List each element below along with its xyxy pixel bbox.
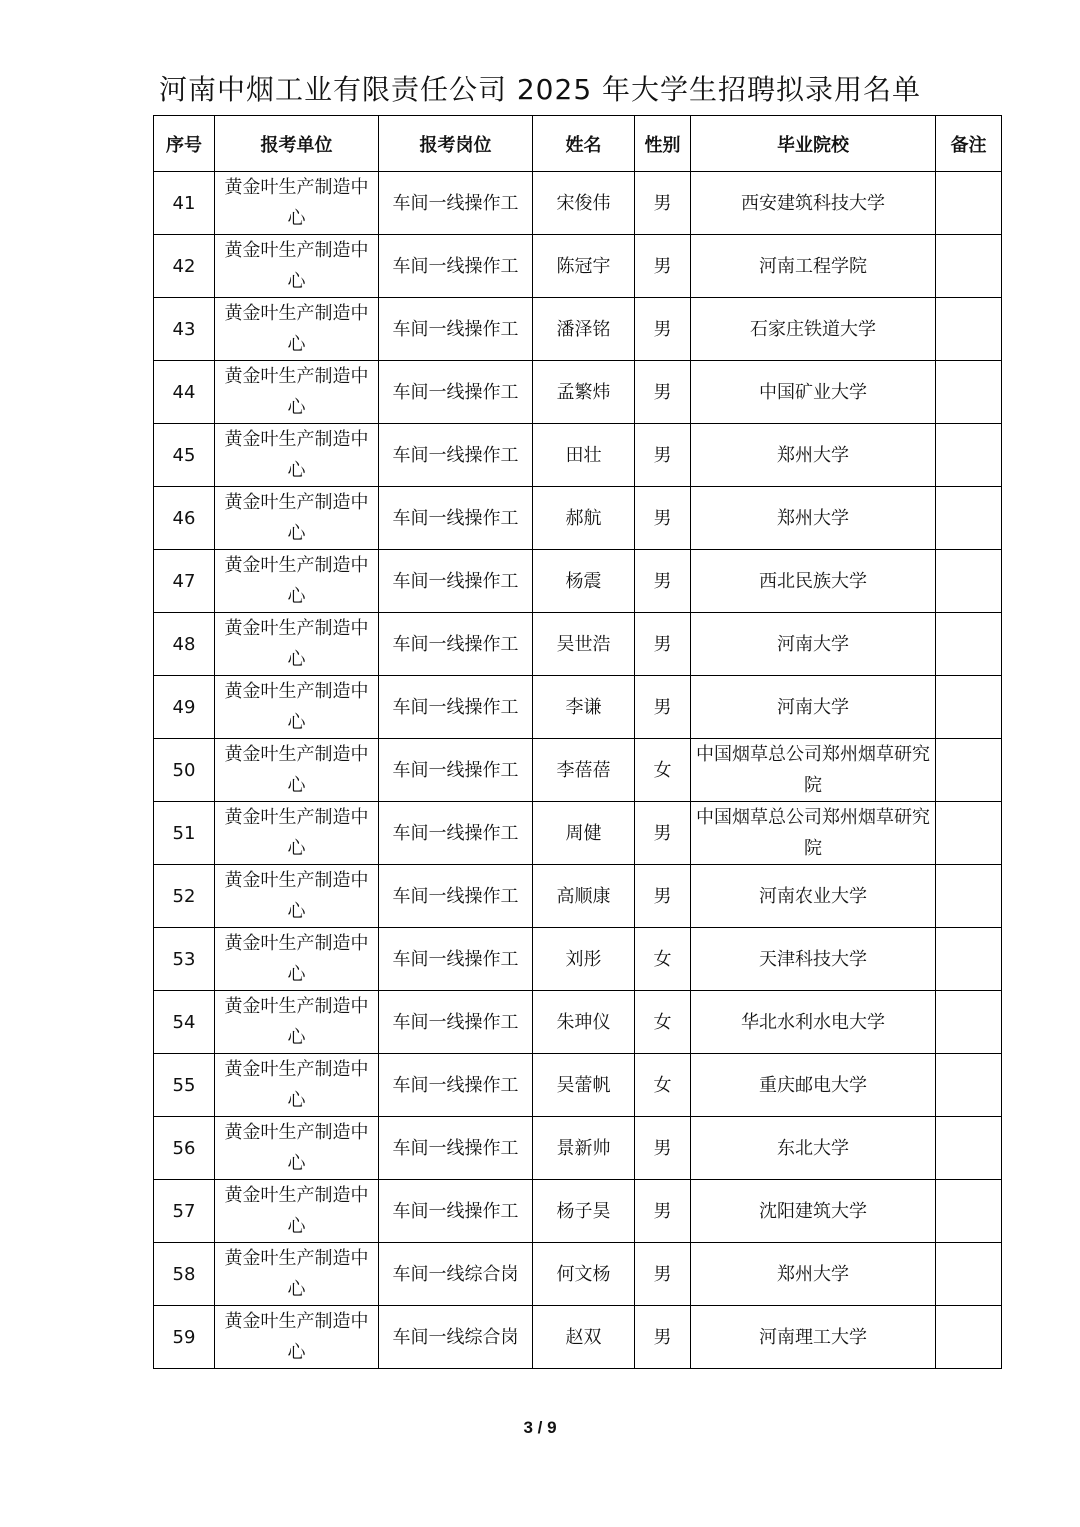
- cell-unit: 黄金叶生产制造中心: [215, 865, 379, 928]
- cell-seq: 58: [154, 1243, 215, 1306]
- cell-gender: 男: [635, 424, 691, 487]
- table-row: [154, 802, 1002, 865]
- cell-gender: 男: [635, 613, 691, 676]
- page-number: 3 / 9: [523, 1418, 557, 1437]
- cell-unit: 黄金叶生产制造中心: [215, 1306, 379, 1369]
- cell-remark: [936, 802, 1002, 865]
- cell-school: 华北水利水电大学: [691, 991, 936, 1054]
- table-row: [154, 928, 1002, 991]
- table-row: [154, 424, 1002, 487]
- cell-unit: 黄金叶生产制造中心: [215, 928, 379, 991]
- cell-position: 车间一线综合岗: [379, 1243, 533, 1306]
- table-body: [154, 172, 1002, 1369]
- cell-gender: 男: [635, 298, 691, 361]
- cell-name: 孟繁炜: [533, 361, 635, 424]
- cell-seq: 56: [154, 1117, 215, 1180]
- cell-position: 车间一线操作工: [379, 928, 533, 991]
- cell-gender: 女: [635, 739, 691, 802]
- cell-unit: 黄金叶生产制造中心: [215, 1180, 379, 1243]
- cell-position: 车间一线操作工: [379, 739, 533, 802]
- cell-position: 车间一线综合岗: [379, 1306, 533, 1369]
- cell-unit: 黄金叶生产制造中心: [215, 1117, 379, 1180]
- cell-school: 天津科技大学: [691, 928, 936, 991]
- cell-school: 中国矿业大学: [691, 361, 936, 424]
- cell-unit: 黄金叶生产制造中心: [215, 424, 379, 487]
- cell-name: 郝航: [533, 487, 635, 550]
- cell-school: 中国烟草总公司郑州烟草研究院: [691, 802, 936, 865]
- header-remark: 备注: [936, 116, 1002, 172]
- cell-name: 吴蕾帆: [533, 1054, 635, 1117]
- cell-school: 河南农业大学: [691, 865, 936, 928]
- cell-remark: [936, 1180, 1002, 1243]
- table-row: [154, 235, 1002, 298]
- cell-unit: 黄金叶生产制造中心: [215, 991, 379, 1054]
- header-position: 报考岗位: [379, 116, 533, 172]
- table-row: [154, 298, 1002, 361]
- table-row: [154, 676, 1002, 739]
- cell-school: 中国烟草总公司郑州烟草研究院: [691, 739, 936, 802]
- table-row: [154, 361, 1002, 424]
- cell-unit: 黄金叶生产制造中心: [215, 550, 379, 613]
- cell-name: 景新帅: [533, 1117, 635, 1180]
- cell-position: 车间一线操作工: [379, 424, 533, 487]
- cell-name: 李谦: [533, 676, 635, 739]
- cell-gender: 男: [635, 235, 691, 298]
- cell-name: 李蓓蓓: [533, 739, 635, 802]
- cell-school: 河南大学: [691, 676, 936, 739]
- cell-name: 高顺康: [533, 865, 635, 928]
- cell-seq: 48: [154, 613, 215, 676]
- cell-seq: 47: [154, 550, 215, 613]
- cell-unit: 黄金叶生产制造中心: [215, 613, 379, 676]
- cell-name: 陈冠宇: [533, 235, 635, 298]
- cell-school: 沈阳建筑大学: [691, 1180, 936, 1243]
- cell-name: 杨子昊: [533, 1180, 635, 1243]
- cell-position: 车间一线操作工: [379, 235, 533, 298]
- cell-position: 车间一线操作工: [379, 487, 533, 550]
- cell-remark: [936, 550, 1002, 613]
- cell-unit: 黄金叶生产制造中心: [215, 802, 379, 865]
- cell-seq: 53: [154, 928, 215, 991]
- cell-gender: 男: [635, 865, 691, 928]
- cell-gender: 女: [635, 991, 691, 1054]
- cell-gender: 女: [635, 1054, 691, 1117]
- cell-position: 车间一线操作工: [379, 1180, 533, 1243]
- cell-seq: 42: [154, 235, 215, 298]
- cell-name: 田壮: [533, 424, 635, 487]
- cell-name: 周健: [533, 802, 635, 865]
- cell-school: 西安建筑科技大学: [691, 172, 936, 235]
- cell-school: 东北大学: [691, 1117, 936, 1180]
- header-seq: 序号: [154, 116, 215, 172]
- cell-position: 车间一线操作工: [379, 1054, 533, 1117]
- cell-unit: 黄金叶生产制造中心: [215, 235, 379, 298]
- cell-seq: 52: [154, 865, 215, 928]
- table-row: [154, 1243, 1002, 1306]
- table-row: [154, 1117, 1002, 1180]
- cell-school: 郑州大学: [691, 487, 936, 550]
- cell-seq: 44: [154, 361, 215, 424]
- cell-remark: [936, 1054, 1002, 1117]
- cell-unit: 黄金叶生产制造中心: [215, 298, 379, 361]
- hiring-list-table: [153, 115, 1002, 1369]
- cell-seq: 57: [154, 1180, 215, 1243]
- table-row: [154, 1054, 1002, 1117]
- cell-name: 何文杨: [533, 1243, 635, 1306]
- cell-position: 车间一线操作工: [379, 865, 533, 928]
- table-row: [154, 1180, 1002, 1243]
- cell-school: 重庆邮电大学: [691, 1054, 936, 1117]
- cell-seq: 59: [154, 1306, 215, 1369]
- cell-position: 车间一线操作工: [379, 802, 533, 865]
- cell-remark: [936, 676, 1002, 739]
- table-row: [154, 550, 1002, 613]
- cell-remark: [936, 991, 1002, 1054]
- cell-position: 车间一线操作工: [379, 613, 533, 676]
- cell-seq: 46: [154, 487, 215, 550]
- cell-remark: [936, 424, 1002, 487]
- header-school: 毕业院校: [691, 116, 936, 172]
- cell-school: 郑州大学: [691, 1243, 936, 1306]
- cell-remark: [936, 739, 1002, 802]
- cell-remark: [936, 298, 1002, 361]
- cell-name: 杨震: [533, 550, 635, 613]
- cell-seq: 45: [154, 424, 215, 487]
- cell-school: 西北民族大学: [691, 550, 936, 613]
- cell-seq: 54: [154, 991, 215, 1054]
- cell-school: 郑州大学: [691, 424, 936, 487]
- cell-gender: 男: [635, 1180, 691, 1243]
- cell-name: 朱珅仪: [533, 991, 635, 1054]
- cell-remark: [936, 613, 1002, 676]
- table-row: [154, 991, 1002, 1054]
- cell-seq: 49: [154, 676, 215, 739]
- cell-gender: 男: [635, 172, 691, 235]
- table-row: [154, 613, 1002, 676]
- cell-unit: 黄金叶生产制造中心: [215, 1054, 379, 1117]
- cell-gender: 男: [635, 550, 691, 613]
- cell-name: 吴世浩: [533, 613, 635, 676]
- cell-gender: 男: [635, 802, 691, 865]
- cell-position: 车间一线操作工: [379, 298, 533, 361]
- header-name: 姓名: [533, 116, 635, 172]
- cell-seq: 51: [154, 802, 215, 865]
- cell-name: 宋俊伟: [533, 172, 635, 235]
- cell-gender: 男: [635, 1117, 691, 1180]
- cell-gender: 男: [635, 361, 691, 424]
- cell-gender: 男: [635, 676, 691, 739]
- cell-remark: [936, 928, 1002, 991]
- table-row: [154, 487, 1002, 550]
- cell-remark: [936, 361, 1002, 424]
- cell-remark: [936, 1117, 1002, 1180]
- cell-gender: 男: [635, 487, 691, 550]
- cell-gender: 男: [635, 1243, 691, 1306]
- cell-name: 赵双: [533, 1306, 635, 1369]
- cell-school: 河南理工大学: [691, 1306, 936, 1369]
- cell-unit: 黄金叶生产制造中心: [215, 172, 379, 235]
- cell-position: 车间一线操作工: [379, 991, 533, 1054]
- cell-unit: 黄金叶生产制造中心: [215, 487, 379, 550]
- cell-remark: [936, 865, 1002, 928]
- cell-position: 车间一线操作工: [379, 550, 533, 613]
- cell-name: 潘泽铭: [533, 298, 635, 361]
- cell-school: 河南大学: [691, 613, 936, 676]
- table-row: [154, 1306, 1002, 1369]
- cell-seq: 43: [154, 298, 215, 361]
- cell-school: 河南工程学院: [691, 235, 936, 298]
- cell-unit: 黄金叶生产制造中心: [215, 1243, 379, 1306]
- table-row: [154, 865, 1002, 928]
- header-gender: 性别: [635, 116, 691, 172]
- table-row: [154, 172, 1002, 235]
- cell-unit: 黄金叶生产制造中心: [215, 739, 379, 802]
- cell-position: 车间一线操作工: [379, 1117, 533, 1180]
- cell-remark: [936, 1306, 1002, 1369]
- cell-remark: [936, 1243, 1002, 1306]
- cell-position: 车间一线操作工: [379, 361, 533, 424]
- cell-position: 车间一线操作工: [379, 172, 533, 235]
- table-row: [154, 739, 1002, 802]
- cell-gender: 男: [635, 1306, 691, 1369]
- cell-unit: 黄金叶生产制造中心: [215, 361, 379, 424]
- cell-seq: 55: [154, 1054, 215, 1117]
- cell-school: 石家庄铁道大学: [691, 298, 936, 361]
- header-unit: 报考单位: [215, 116, 379, 172]
- cell-remark: [936, 172, 1002, 235]
- page-title: 河南中烟工业有限责任公司 2025 年大学生招聘拟录用名单: [158, 73, 922, 106]
- cell-position: 车间一线操作工: [379, 676, 533, 739]
- cell-remark: [936, 235, 1002, 298]
- cell-remark: [936, 487, 1002, 550]
- cell-seq: 50: [154, 739, 215, 802]
- cell-gender: 女: [635, 928, 691, 991]
- cell-seq: 41: [154, 172, 215, 235]
- cell-name: 刘彤: [533, 928, 635, 991]
- cell-unit: 黄金叶生产制造中心: [215, 676, 379, 739]
- table-header-row: [154, 116, 1002, 172]
